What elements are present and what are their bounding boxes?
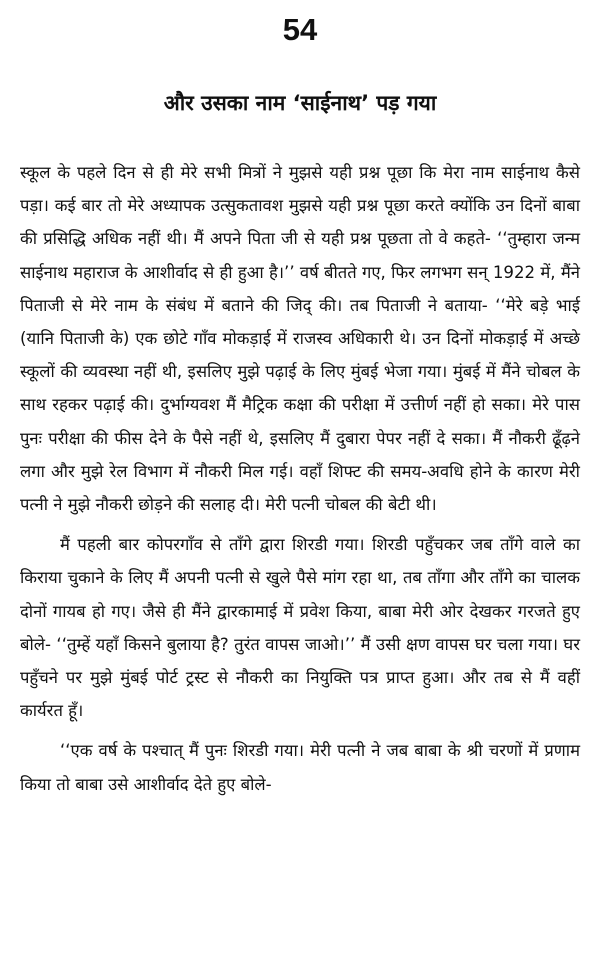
page-number: 54 bbox=[282, 12, 318, 47]
paragraph-1: स्कूल के पहले दिन से ही मेरे सभी मित्रों ने मुझसे यही प्रश्न पूछा कि मेरा नाम साईनाथ कैसे पड़ा। कई बार तो मेरे अध्यापक उत्सुकतावश मुझसे यही प्रश्न पूछा करते क्योंकि उन दिनों बाबा की प्रसिद्धि अधिक नहीं थी। मैं अपने पिता जी से यही प्रश्न पूछता तो वे कहते- ‘‘तुम्हारा जन्म साईनाथ महाराज के आशीर्वाद से ही हुआ है।’’ वर्ष बीतते गए, फिर लगभग सन् 1922 में, मैंने पिताजी से मेरे नाम के संबंध में बताने की जिद् की। तब पिताजी ने बताया- ‘‘मेरे बड़े भाई (यानि पिताजी के) एक छोटे गाँव मोकड़ाई में राजस्व अधिकारी थे। उन दिनों मोकड़ाई में अच्छे स्कूलों की व्यवस्था नहीं थी, इसलिए मुझे पढ़ाई के लिए मुंबई भेजा गया। मुंबई में मैंने चोबल के साथ रहकर पढ़ाई की। दुर्भाग्यवश मैं मैट्रिक कक्षा की परीक्षा में उत्तीर्ण नहीं हो सका। मेरे पास पुनः परीक्षा की फीस देने के पैसे नहीं थे, इसलिए मैं दुबारा पेपर नहीं दे सका। मैं नौकरी ढूँढ़ने लगा और मुझे रेल विभाग में नौकरी मिल गई। वहाँ शिफ्ट की समय-अवधि होने के कारण मेरी पत्नी ने मुझे नौकरी छोड़ने की सलाह दी। मेरी पत्नी चोबल की बेटी थी। bbox=[20, 163, 580, 515]
paragraph-3: ‘‘एक वर्ष के पश्चात् मैं पुनः शिरडी गया। मेरी पत्नी ने जब बाबा के श्री चरणों में प्रणाम किया तो बाबा उसे आशीर्वाद देते हुए बोले- bbox=[20, 741, 580, 794]
chapter-title: और उसका नाम ‘साईनाथ’ पड़ गया bbox=[163, 91, 437, 115]
body-text bbox=[20, 156, 580, 801]
paragraph-2: मैं पहली बार कोपरगाँव से ताँगे द्वारा शिरडी गया। शिरडी पहुँचकर जब ताँगे वाले का किराया चुकाने के लिए मैं अपनी पत्नी से खुले पैसे मांग रहा था, तब ताँगा और ताँगे का चालक दोनों गायब हो गए। जैसे ही मैंने द्वारकामाई में प्रवेश किया, बाबा मेरी ओर देखकर गरजते हुए बोले- ‘‘तुम्हें यहाँ किसने बुलाया है? तुरंत वापस जाओ।’’ मैं उसी क्षण वापस घर चला गया। घर पहुँचने पर मुझे मुंबई पोर्ट ट्रस्ट से नौकरी का नियुक्ति पत्र प्राप्त हुआ। और तब से मैं वहीं कार्यरत हूँ। bbox=[20, 535, 580, 721]
